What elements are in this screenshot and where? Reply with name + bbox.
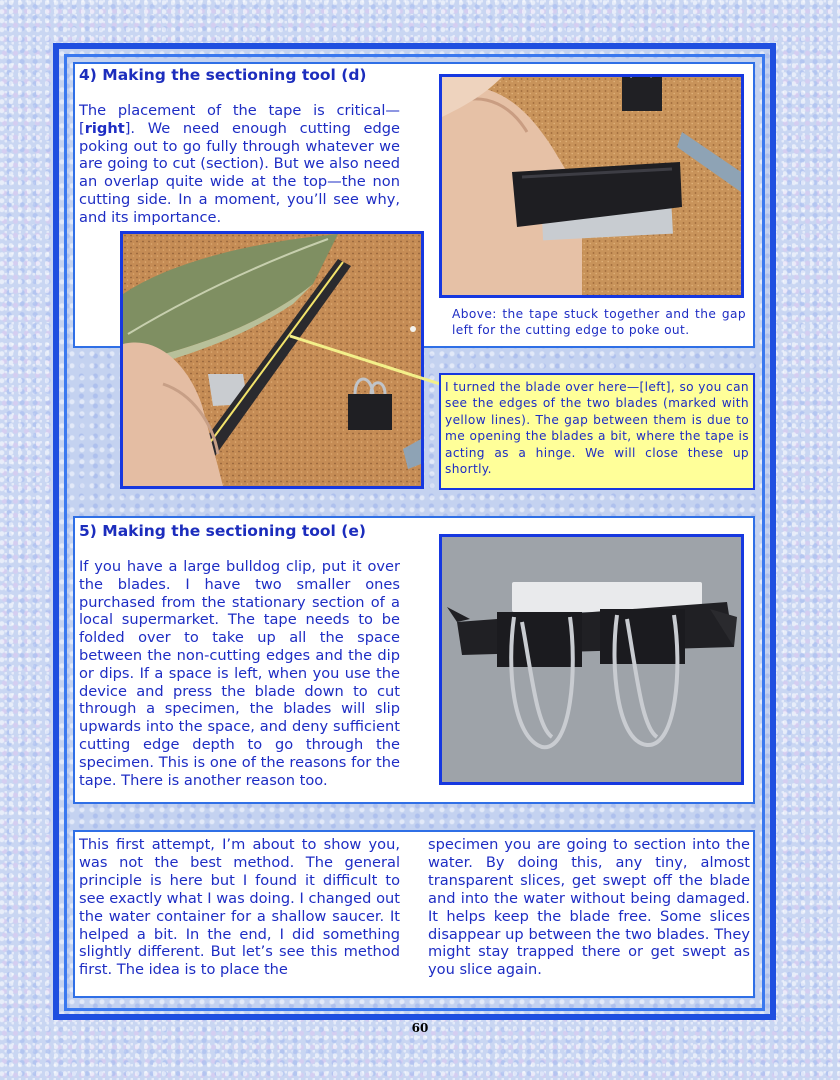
photo-tape-on-blade xyxy=(439,74,744,298)
section-5-title: 5) Making the sectioning tool (e) xyxy=(79,522,366,540)
caption-tape-photo: Above: the tape stuck together and the gap left for the cutting edge to poke out. xyxy=(452,307,746,338)
section-5-paragraph: If you have a large bulldog clip, put it over the blades. I have two smaller ones purchased from the stationary section of a local supermarket. The tape needs to be folded over to take up all the space between the non-cutting edges and the dip or dips. If a space is left, when you use the device and press the blade down to cut through a specimen, the blades will slip upwards into the space, and deny sufficient cutting edge depth to go through the specimen. This is one of the reasons for the tape. There is another reason too. xyxy=(79,558,400,789)
section-4-text-bold: right xyxy=(84,119,125,137)
note-blade-edges-text: I turned the blade over here—[left], so you can see the edges of the two blades (marked with yellow lines). The gap between them is due to me opening the blades a bit, where the tape is acting as a hinge. We will close these up shortly. xyxy=(445,380,749,477)
photo-blade-with-leaf-image xyxy=(123,234,421,486)
photo-bulldog-clips-image xyxy=(442,537,741,782)
section-6-left-column: This first attempt, I’m about to show you, was not the best method. The general principle is here but I found it difficult to see exactly what I was doing. I changed out the water container for a shallow saucer. It helped a bit. In the end, I did something slightly different. But let’s see this method first. The idea is to place the xyxy=(79,836,400,979)
section-4-text-b: ]. We need enough cutting edge poking out to go fully through whatever we are going to cut (section). But we also need an overlap quite wide at the top—the non cutting side. In a moment, you’ll see why, and its importance. xyxy=(79,119,400,226)
photo-blade-with-leaf xyxy=(120,231,424,489)
photo-bulldog-clips xyxy=(439,534,744,785)
section-4-paragraph xyxy=(79,102,400,227)
photo-tape-on-blade-image xyxy=(442,77,741,295)
section-6-right-column: specimen you are going to section into the water. By doing this, any tiny, almost transparent slices, get swept off the blade and into the water without being damaged. It helps keep the blade free. Some slices disappear up between the two blades. They might stay trapped there or get swept as you slice again. xyxy=(428,836,750,979)
note-blade-edges xyxy=(439,373,755,490)
page-number: 60 xyxy=(411,1021,429,1035)
section-4-title: 4) Making the sectioning tool (d) xyxy=(79,66,367,84)
section-4-text-a: The placement of the tape is critical—[ xyxy=(79,102,400,137)
